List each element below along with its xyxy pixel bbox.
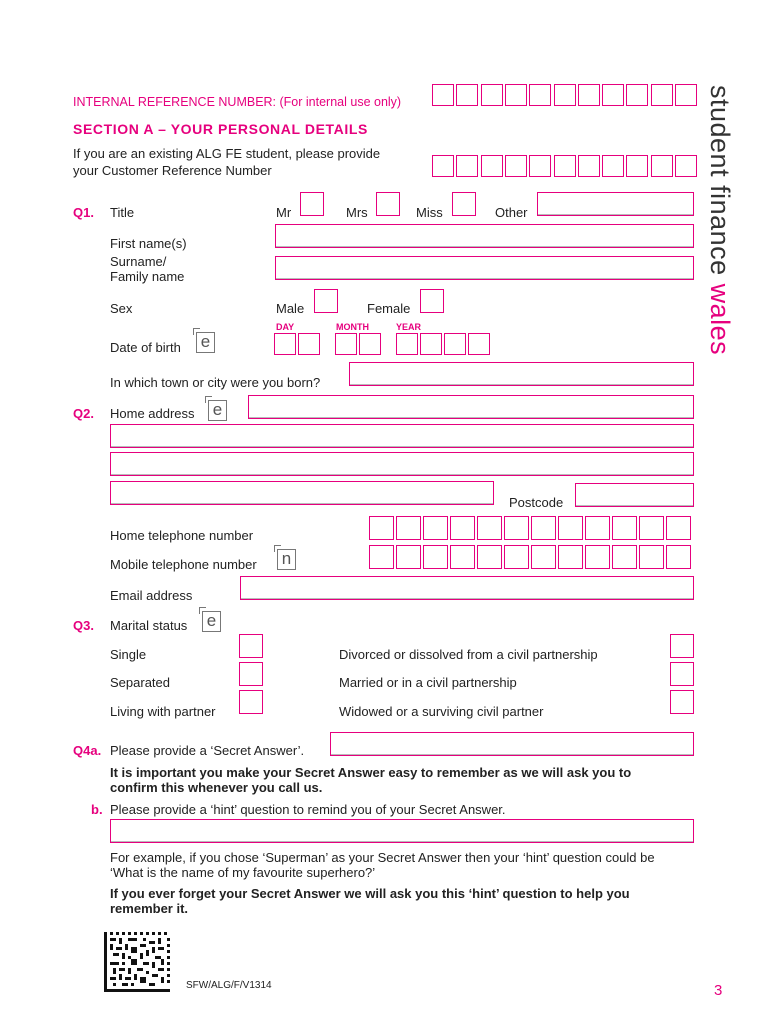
home-tel-digit-box[interactable] [666,516,691,540]
mobile-tel-digit-box[interactable] [558,545,583,569]
postcode-field[interactable] [575,483,694,507]
marital-separated-label: Separated [110,675,170,690]
marital-widowed-checkbox[interactable] [670,690,694,714]
evidence-icon: e [202,611,221,632]
forget-line2: remember it. [110,901,189,916]
note-icon: n [277,549,296,570]
title-mrs-label: Mrs [346,205,368,220]
mobile-tel-digit-box[interactable] [504,545,529,569]
internal-ref-digit-box[interactable] [626,84,648,106]
dob-month-label: MONTH [336,322,369,332]
sex-female-label: Female [367,301,411,316]
mobile-tel-digit-box[interactable] [369,545,394,569]
marital-married-checkbox[interactable] [670,662,694,686]
mobile-tel-digit-box[interactable] [639,545,664,569]
home-tel-label: Home telephone number [110,528,254,543]
title-other-label: Other [495,205,528,220]
marital-single-checkbox[interactable] [239,634,263,658]
home-tel-digit-box[interactable] [396,516,421,540]
title-mr-label: Mr [276,205,292,220]
marital-divorced-label: Divorced or dissolved from a civil partnership [339,647,598,662]
surname-field[interactable] [275,256,694,280]
home-tel-digit-box[interactable] [585,516,610,540]
barcode-icon [104,932,170,992]
internal-ref-digit-box[interactable] [505,84,527,106]
internal-ref-digit-box[interactable] [602,84,624,106]
title-label: Title [110,205,135,220]
evidence-icon: e [208,400,227,421]
mobile-tel-digit-box[interactable] [396,545,421,569]
mobile-tel-digit-box[interactable] [477,545,502,569]
marital-single-label: Single [110,647,147,662]
section-title: SECTION A – YOUR PERSONAL DETAILS [73,121,368,137]
dob-year-box[interactable] [444,333,466,355]
existing-student-line2: your Customer Reference Number [73,163,272,178]
postcode-label: Postcode [509,495,564,510]
marital-widowed-label: Widowed or a surviving civil partner [339,704,544,719]
title-mrs-checkbox[interactable] [376,192,400,216]
dob-year-box[interactable] [396,333,418,355]
existing-student-line1: If you are an existing ALG FE student, please provide [73,146,381,161]
dob-month-box[interactable] [335,333,357,355]
mobile-tel-digit-box[interactable] [423,545,448,569]
home-tel-digit-box[interactable] [369,516,394,540]
home-tel-digit-box[interactable] [639,516,664,540]
title-mr-checkbox[interactable] [300,192,324,216]
home-tel-digit-box[interactable] [477,516,502,540]
secret-important-line2: confirm this whenever you call us. [110,780,323,795]
home-address-label: Home address [110,406,195,421]
home-tel-digit-box[interactable] [423,516,448,540]
title-miss-checkbox[interactable] [452,192,476,216]
forget-line1: If you ever forget your Secret Answer we will ask you this ‘hint’ question to help you [110,886,630,901]
internal-ref-digit-box[interactable] [651,84,673,106]
secret-answer-label: Please provide a ‘Secret Answer’. [110,743,305,758]
marital-divorced-checkbox[interactable] [670,634,694,658]
dob-day-box[interactable] [274,333,296,355]
customer-ref-digit-box[interactable] [456,155,478,177]
birthplace-label: In which town or city were you born? [110,375,321,390]
marital-separated-checkbox[interactable] [239,662,263,686]
customer-ref-digit-box[interactable] [505,155,527,177]
address-line4-field[interactable] [110,481,494,505]
first-name-label: First name(s) [110,236,187,251]
internal-ref-digit-box[interactable] [554,84,576,106]
title-other-field[interactable] [537,192,694,216]
marital-partner-label: Living with partner [110,704,216,719]
customer-ref-digit-box[interactable] [651,155,673,177]
mobile-tel-label: Mobile telephone number [110,557,257,572]
q4b-number: b. [91,802,103,817]
customer-ref-digit-box[interactable] [529,155,551,177]
dob-day-box[interactable] [298,333,320,355]
mobile-tel-digit-box[interactable] [612,545,637,569]
internal-ref-digit-box[interactable] [456,84,478,106]
title-miss-label: Miss [416,205,443,220]
surname-label-line2: Family name [110,269,185,284]
internal-ref-digit-box[interactable] [529,84,551,106]
internal-ref-digit-box[interactable] [578,84,600,106]
q3-number: Q3. [73,618,94,633]
q4a-number: Q4a. [73,743,102,758]
sex-label: Sex [110,301,133,316]
hint-label: Please provide a ‘hint’ question to remind you of your Secret Answer. [110,802,506,817]
address-line2-field[interactable] [110,424,694,448]
internal-ref-label: INTERNAL REFERENCE NUMBER: (For internal use only) [73,95,402,109]
home-tel-digit-box[interactable] [504,516,529,540]
dob-label: Date of birth [110,340,181,355]
customer-ref-digit-box[interactable] [554,155,576,177]
email-field[interactable] [240,576,694,600]
first-name-field[interactable] [275,224,694,248]
hint-field[interactable] [110,819,694,843]
q1-number: Q1. [73,205,94,220]
form-code: SFW/ALG/F/V1314 [186,980,272,991]
marital-label: Marital status [110,618,188,633]
secret-important-line1: It is important you make your Secret Answer easy to remember as we will ask you to [110,765,632,780]
internal-ref-digit-box[interactable] [481,84,503,106]
customer-ref-digit-box[interactable] [626,155,648,177]
birthplace-field[interactable] [349,362,694,386]
customer-ref-digit-box[interactable] [602,155,624,177]
home-tel-digit-box[interactable] [531,516,556,540]
internal-ref-digit-box[interactable] [432,84,454,106]
mobile-tel-digit-box[interactable] [531,545,556,569]
sex-male-label: Male [276,301,305,316]
mobile-tel-digit-box[interactable] [585,545,610,569]
secret-answer-field[interactable] [330,732,694,756]
customer-ref-digit-box[interactable] [675,155,697,177]
home-tel-digit-box[interactable] [612,516,637,540]
address-line3-field[interactable] [110,452,694,476]
internal-ref-digit-box[interactable] [675,84,697,106]
marital-partner-checkbox[interactable] [239,690,263,714]
surname-label-line1: Surname/ [110,254,167,269]
dob-day-label: DAY [276,322,295,332]
address-line1-field[interactable] [248,395,694,419]
mobile-tel-digit-box[interactable] [450,545,475,569]
brand-accent: wales [705,283,735,356]
page-number: 3 [714,982,723,999]
customer-ref-digit-box[interactable] [481,155,503,177]
evidence-icon: e [196,332,215,353]
sex-male-checkbox[interactable] [314,289,338,313]
home-tel-digit-box[interactable] [558,516,583,540]
brand-text: student finance [705,85,735,276]
customer-ref-digit-box[interactable] [432,155,454,177]
email-label: Email address [110,588,193,603]
q2-number: Q2. [73,406,94,421]
example-line1: For example, if you chose ‘Superman’ as your Secret Answer then your ‘hint’ question could be [110,850,655,865]
customer-ref-digit-box[interactable] [578,155,600,177]
dob-year-label: YEAR [396,322,422,332]
dob-year-box[interactable] [468,333,490,355]
home-tel-digit-box[interactable] [450,516,475,540]
example-line2: ‘What is the name of my favourite superhero?’ [110,865,376,880]
marital-married-label: Married or in a civil partnership [339,675,517,690]
sex-female-checkbox[interactable] [420,289,444,313]
dob-year-box[interactable] [420,333,442,355]
dob-month-box[interactable] [359,333,381,355]
mobile-tel-digit-box[interactable] [666,545,691,569]
